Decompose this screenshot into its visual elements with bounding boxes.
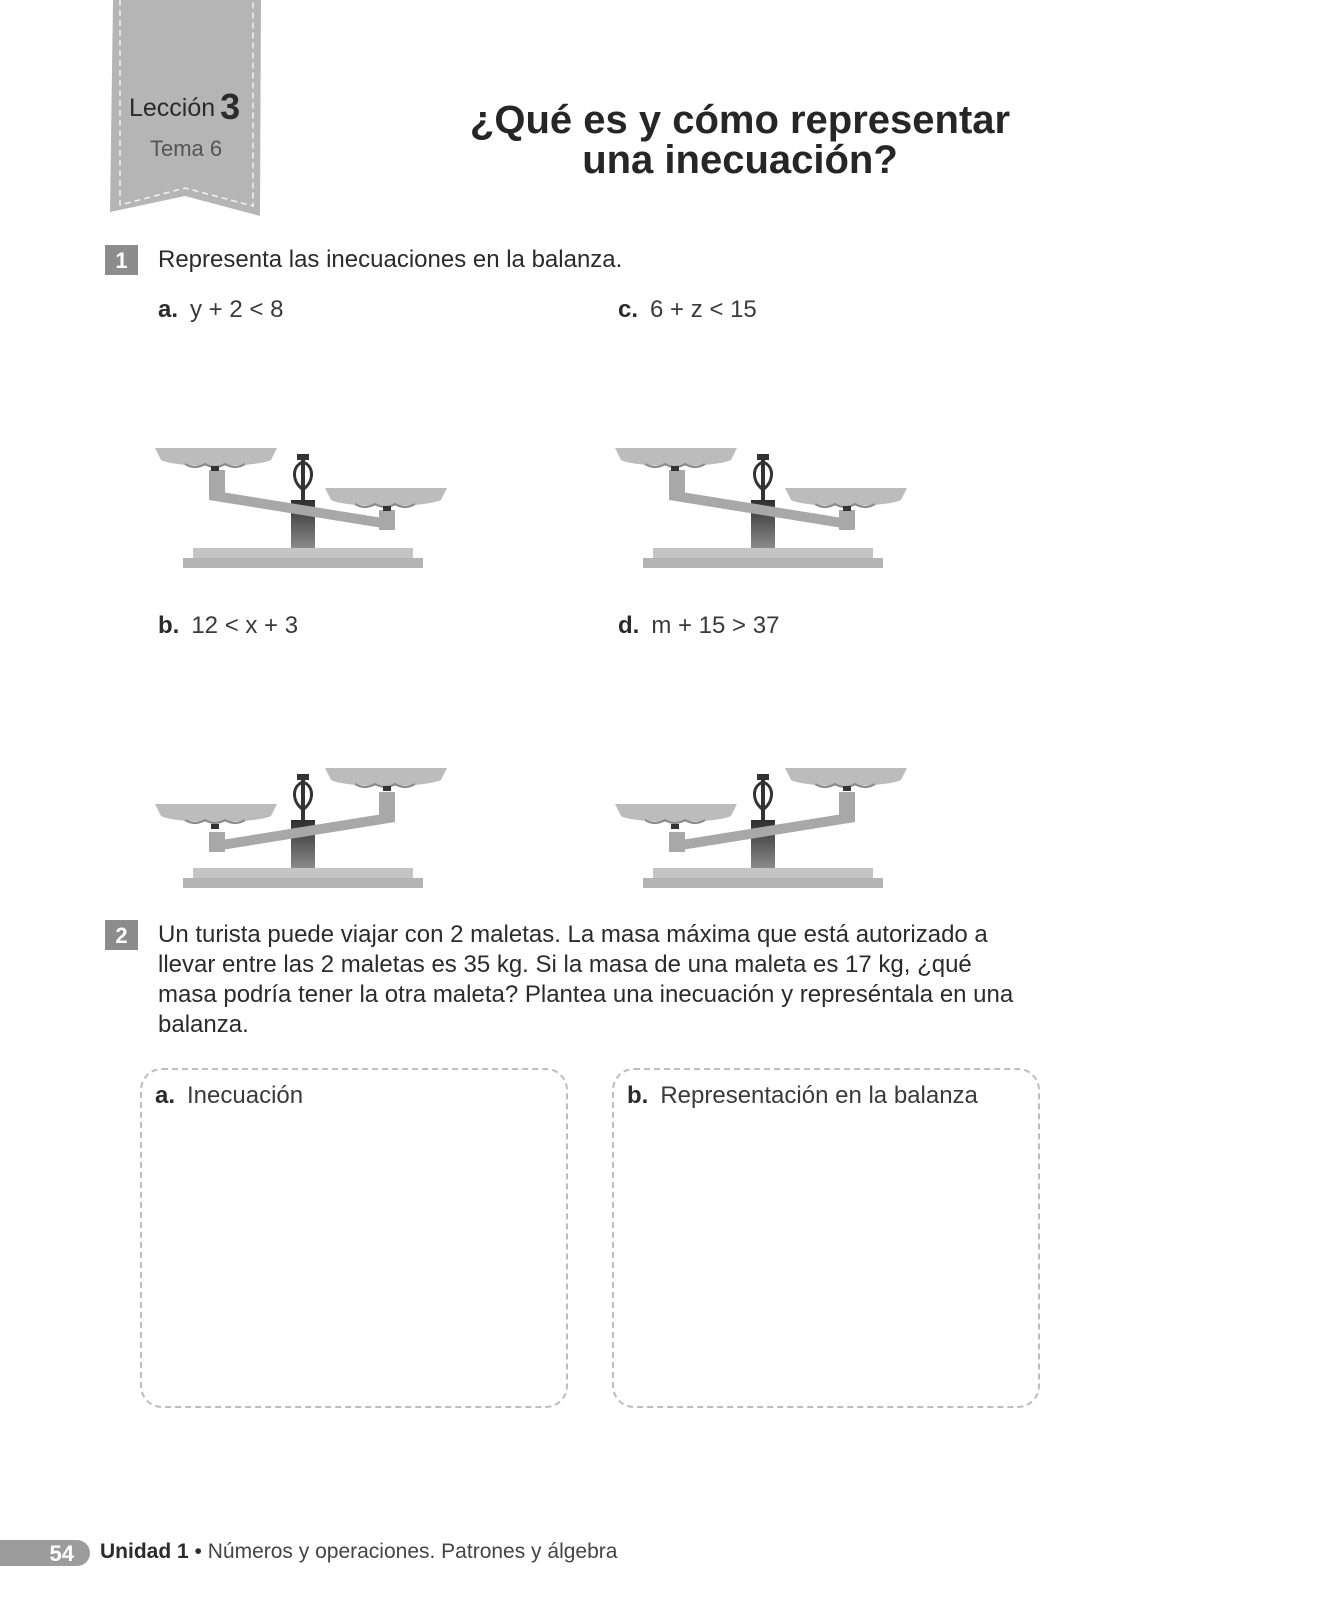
balance-scale-b bbox=[155, 768, 455, 898]
item-c bbox=[618, 296, 757, 324]
exercise-2-text: Un turista puede viajar con 2 maletas. La masa máxima que está autorizado a llevar entre las 2 maletas es 35 kg. Si la masa de una maleta es 17 kg, ¿qué masa podría tener la otra maleta? Plantea una inecuación y represéntala en una balanza. bbox=[158, 921, 1014, 1038]
footer-separator: • bbox=[194, 1540, 202, 1563]
item-d-expression: m + 15 > 37 bbox=[651, 612, 780, 639]
item-c-expression: 6 + z < 15 bbox=[650, 296, 757, 323]
item-a-label: a. bbox=[158, 296, 179, 323]
answer-box-scale[interactable] bbox=[612, 1068, 1040, 1408]
page-title-line2: una inecuación? bbox=[582, 138, 898, 182]
lesson-label-text: Lección bbox=[129, 94, 216, 122]
box-a-title: Inecuación bbox=[187, 1082, 304, 1109]
item-a-expression: y + 2 < 8 bbox=[190, 296, 284, 323]
box-b-title: Representación en la balanza bbox=[660, 1082, 978, 1109]
item-a bbox=[158, 296, 283, 324]
item-b-label: b. bbox=[158, 612, 180, 639]
exercise-2-badge: 2 bbox=[105, 920, 138, 950]
answer-box-inequation-title bbox=[155, 1082, 303, 1110]
footer-unit bbox=[100, 1540, 617, 1564]
answer-box-inequation[interactable] bbox=[140, 1068, 568, 1408]
balance-scale-d bbox=[615, 768, 915, 898]
footer-unit-title: Números y operaciones. Patrones y álgebra bbox=[207, 1540, 618, 1563]
footer-unit-label: Unidad 1 bbox=[100, 1540, 189, 1563]
box-a-label: a. bbox=[155, 1082, 176, 1109]
topic-label: Tema 6 bbox=[150, 136, 223, 161]
balance-scale-c bbox=[615, 448, 915, 578]
page-title bbox=[430, 100, 1050, 180]
answer-box-scale-title bbox=[627, 1082, 978, 1110]
page-number: 54 bbox=[0, 1540, 90, 1566]
item-d bbox=[618, 612, 779, 640]
exercise-1-badge: 1 bbox=[105, 245, 138, 275]
box-b-label: b. bbox=[627, 1082, 649, 1109]
balance-scale-a bbox=[155, 448, 455, 578]
item-b-expression: 12 < x + 3 bbox=[191, 612, 299, 639]
item-c-label: c. bbox=[618, 296, 639, 323]
page-title-line1: ¿Qué es y cómo representar bbox=[469, 98, 1011, 142]
exercise-1-instruction: Representa las inecuaciones en la balanza. bbox=[158, 246, 623, 273]
lesson-number: 3 bbox=[220, 86, 241, 127]
lesson-label bbox=[129, 86, 240, 128]
lesson-ribbon bbox=[110, 0, 263, 218]
item-b bbox=[158, 612, 298, 640]
item-d-label: d. bbox=[618, 612, 640, 639]
